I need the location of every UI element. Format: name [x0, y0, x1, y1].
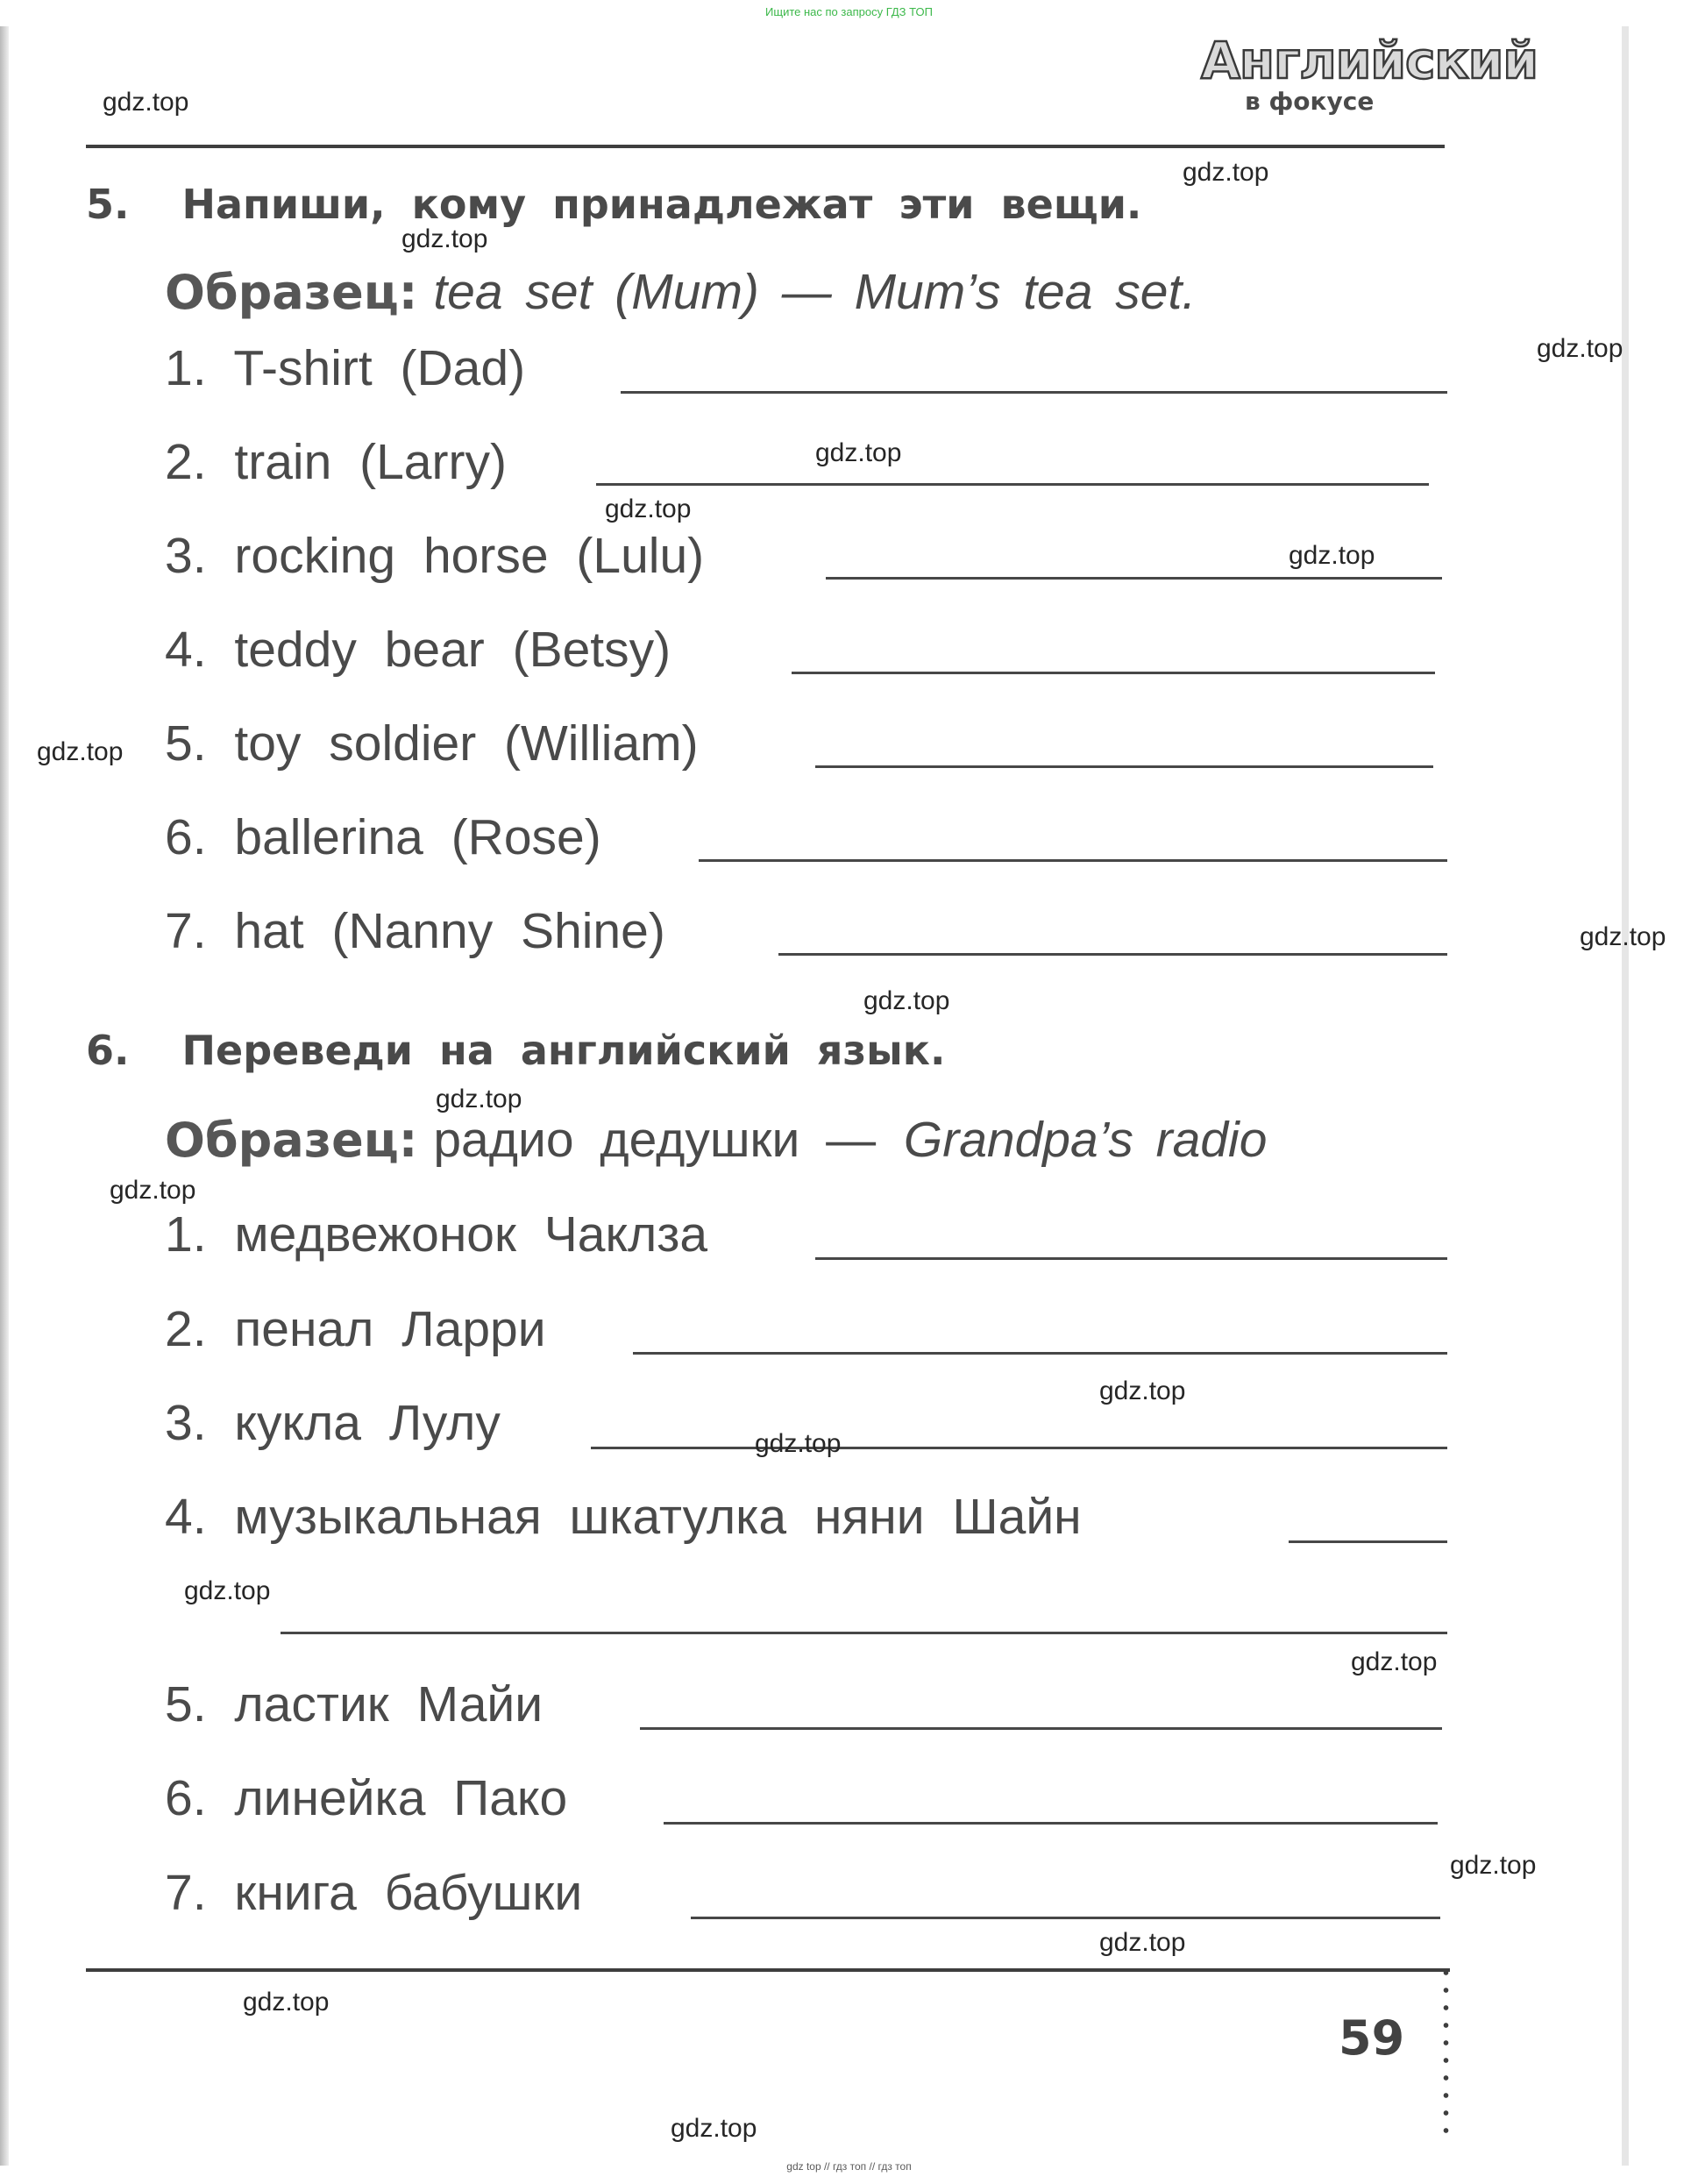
item-text: медвежонок Чаклза: [234, 1206, 708, 1263]
ex5-answer-line-1[interactable]: [621, 391, 1447, 394]
watermark: gdz.top: [1450, 1851, 1537, 1880]
footer-rule: [86, 1968, 1450, 1972]
item-number: 6.: [165, 1770, 207, 1826]
ex6-item-7: [165, 1865, 583, 1921]
page-left-edge: [0, 26, 9, 2166]
item-text: train (Larry): [234, 434, 507, 490]
item-number: 3.: [165, 528, 207, 584]
dotted-edge: [1443, 1964, 1449, 2144]
item-text: линейка Пако: [234, 1770, 568, 1826]
ex6-item-2: [165, 1301, 546, 1357]
watermark: gdz.top: [1289, 541, 1375, 570]
watermark: gdz.top: [1099, 1928, 1186, 1957]
watermark: gdz.top: [1099, 1377, 1186, 1405]
ex5-item-6: [165, 809, 601, 865]
logo-title: Английский: [1201, 31, 1538, 90]
item-text: T-shirt (Dad): [233, 340, 526, 396]
item-text: книга бабушки: [234, 1865, 583, 1921]
item-number: 4.: [165, 1489, 207, 1545]
ex6-answer-line-4a[interactable]: [1289, 1540, 1447, 1543]
ex6-item-3: [165, 1395, 501, 1451]
item-text: toy soldier (William): [234, 715, 699, 772]
ex6-item-1: [165, 1206, 708, 1263]
item-number: 6.: [165, 809, 207, 865]
item-number: 4.: [165, 622, 207, 678]
exercise-6-number: 6.: [86, 1027, 130, 1074]
watermark: gdz.top: [1537, 334, 1623, 363]
page-number: 59: [1339, 2010, 1405, 2066]
sample-text-en: Grandpa’s radio: [903, 1112, 1268, 1168]
item-text: музыкальная шкатулка няни Шайн: [234, 1489, 1082, 1545]
watermark: gdz.top: [755, 1429, 842, 1458]
item-number: 7.: [165, 903, 207, 959]
ex5-item-5: [165, 715, 699, 772]
item-text: пенал Ларри: [234, 1301, 546, 1357]
item-number: 3.: [165, 1395, 207, 1451]
watermark: gdz.top: [605, 494, 692, 523]
watermark: gdz.top: [1580, 922, 1666, 951]
item-number: 1.: [165, 340, 207, 396]
ex5-item-2: [165, 434, 507, 490]
ex5-answer-line-5[interactable]: [815, 765, 1433, 768]
bottom-notice: gdz top // гдз топ // гдз топ: [786, 2160, 912, 2173]
exercise-5-heading: [86, 181, 1142, 228]
ex6-answer-line-1[interactable]: [815, 1257, 1447, 1260]
exercise-6-sample: [165, 1112, 1268, 1168]
sample-text-ru: радио дедушки —: [433, 1112, 877, 1168]
item-number: 5.: [165, 1676, 207, 1732]
item-number: 2.: [165, 434, 207, 490]
watermark: gdz.top: [436, 1085, 522, 1113]
ex6-item-6: [165, 1770, 568, 1826]
watermark: gdz.top: [103, 88, 189, 117]
watermark: gdz.top: [37, 737, 124, 766]
ex5-item-7: [165, 903, 665, 959]
ex6-answer-line-4b[interactable]: [281, 1632, 1447, 1634]
watermark: gdz.top: [1351, 1647, 1438, 1676]
ex6-answer-line-2[interactable]: [633, 1352, 1447, 1355]
ex5-answer-line-7[interactable]: [778, 953, 1447, 956]
watermark: gdz.top: [243, 1988, 330, 2017]
header-rule: [86, 145, 1445, 148]
exercise-6-instruction: Переведи на английский язык.: [181, 1027, 946, 1074]
ex5-item-3: [165, 528, 705, 584]
watermark: gdz.top: [815, 438, 902, 467]
item-text: ballerina (Rose): [234, 809, 601, 865]
sample-label: Образец:: [165, 265, 418, 320]
ex5-item-1: [165, 340, 526, 396]
exercise-5-instruction: Напиши, кому принадлежат эти вещи.: [181, 181, 1142, 228]
ex6-item-5: [165, 1676, 544, 1732]
item-text: кукла Лулу: [234, 1395, 501, 1451]
item-text: hat (Nanny Shine): [234, 903, 665, 959]
ex6-answer-line-6[interactable]: [664, 1822, 1438, 1825]
ex6-item-4: [165, 1489, 1082, 1545]
watermark: gdz.top: [401, 224, 488, 253]
ex5-answer-line-2[interactable]: [596, 483, 1429, 486]
ex5-answer-line-4[interactable]: [792, 672, 1435, 674]
exercise-5-sample: [165, 264, 1197, 320]
ex6-answer-line-7[interactable]: [691, 1917, 1440, 1919]
exercise-5-number: 5.: [86, 181, 130, 228]
item-number: 5.: [165, 715, 207, 772]
watermark: gdz.top: [1183, 158, 1269, 187]
watermark: gdz.top: [184, 1576, 271, 1605]
exercise-6-heading: [86, 1027, 946, 1074]
sample-text: tea set (Mum) — Mum’s tea set.: [433, 264, 1197, 320]
item-text: ластик Майи: [234, 1676, 544, 1732]
item-text: rocking horse (Lulu): [234, 528, 705, 584]
ex5-answer-line-3[interactable]: [826, 577, 1442, 580]
logo-subtitle: в фокусе: [1245, 87, 1375, 116]
watermark: gdz.top: [110, 1176, 196, 1205]
top-notice: Ищите нас по запросу ГДЗ ТОП: [765, 5, 933, 18]
item-number: 1.: [165, 1206, 207, 1263]
item-text: teddy bear (Betsy): [234, 622, 671, 678]
item-number: 7.: [165, 1865, 207, 1921]
sample-label: Образец:: [165, 1113, 418, 1168]
watermark: gdz.top: [671, 2114, 757, 2143]
ex6-answer-line-5[interactable]: [640, 1727, 1442, 1730]
ex6-answer-line-3[interactable]: [591, 1447, 1447, 1449]
watermark: gdz.top: [863, 986, 950, 1015]
ex5-answer-line-6[interactable]: [699, 859, 1447, 862]
item-number: 2.: [165, 1301, 207, 1357]
ex5-item-4: [165, 622, 671, 678]
